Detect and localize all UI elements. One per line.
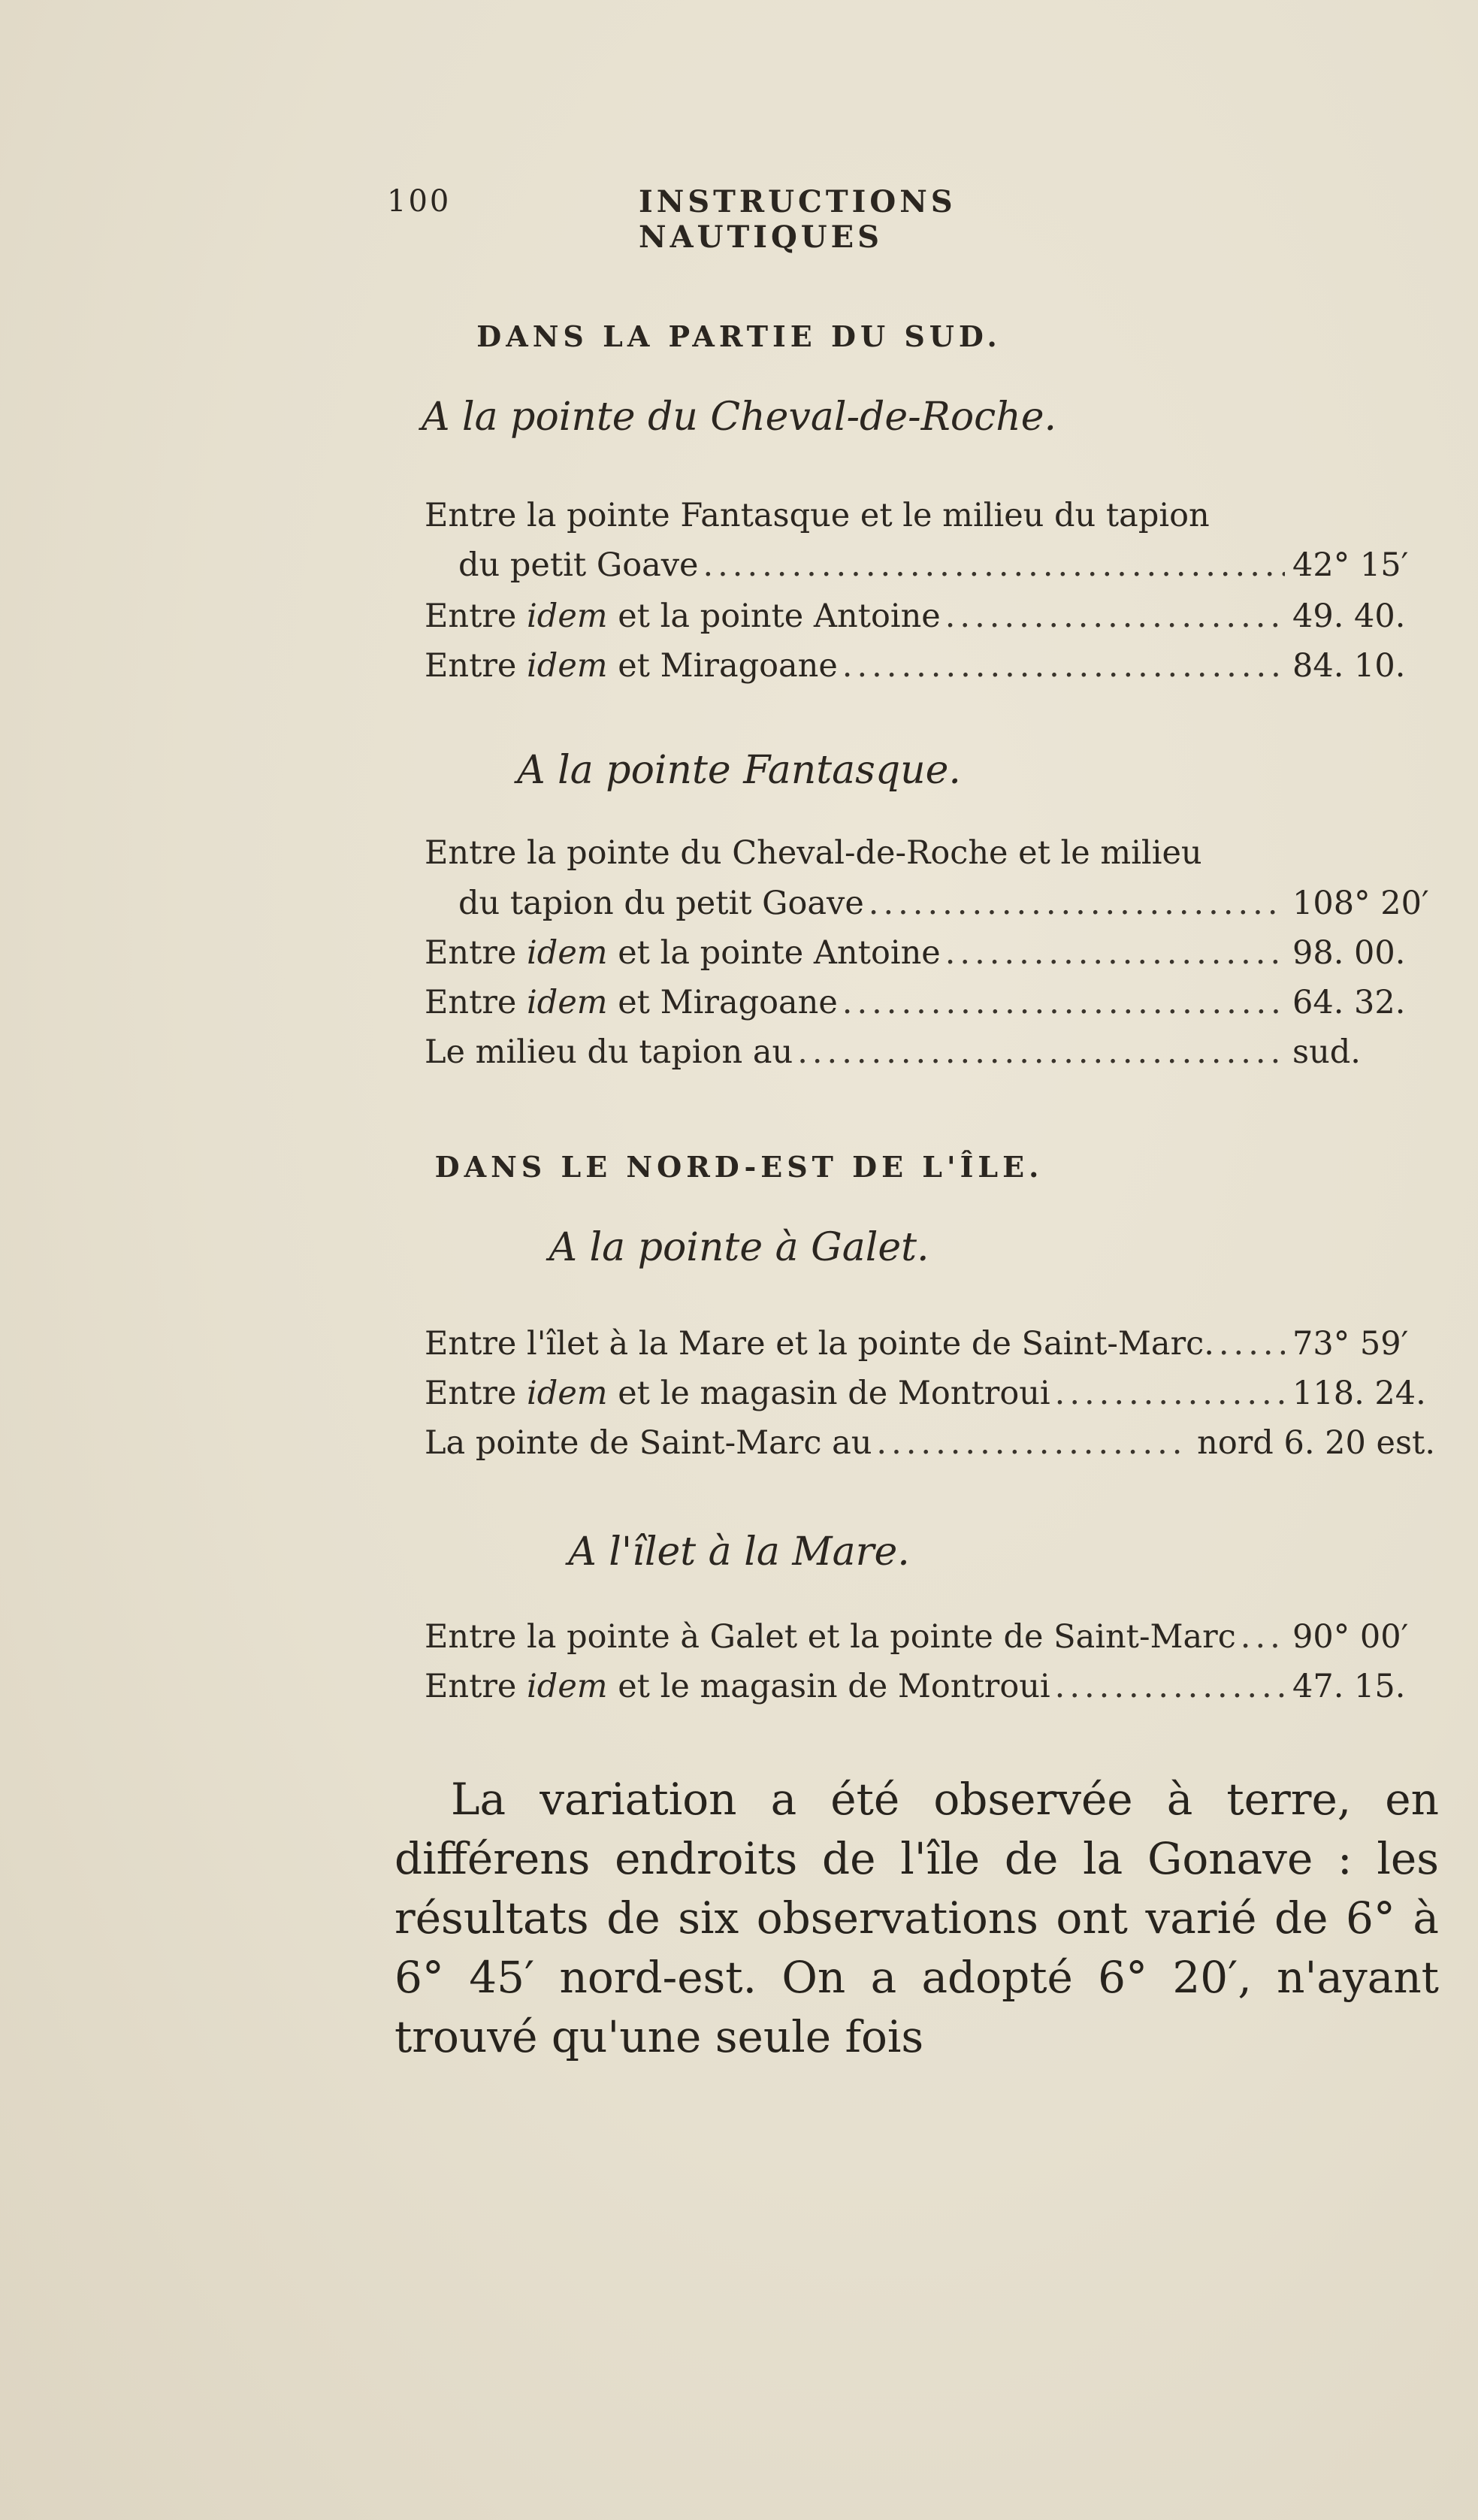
table-row (425, 643, 1435, 688)
dot-leader (1219, 1321, 1285, 1366)
row-value: 49. 40. (1292, 597, 1406, 635)
subheading-fantasque: A la pointe Fantasque. (517, 748, 961, 793)
table-row (425, 930, 1435, 976)
subheading-cheval-de-roche: A la pointe du Cheval-de-Roche. (421, 395, 1057, 440)
dot-leader (945, 594, 1285, 639)
running-title: INSTRUCTIONS NAUTIQUES (639, 184, 957, 255)
row-label: du tapion du petit Goave (458, 885, 864, 922)
table-row (425, 493, 1435, 538)
row-value: 47. 15. (1292, 1668, 1406, 1705)
row-label: Entre la pointe Fantasque et le milieu du tapion (425, 497, 1210, 534)
dot-leader (703, 543, 1285, 588)
row-label: Entre idem et la pointe Antoine (425, 934, 941, 972)
row-value: nord 6. 20 est. (1197, 1424, 1435, 1462)
row-value: 118. 24. (1292, 1375, 1426, 1412)
table-row (425, 1614, 1435, 1659)
table-row (458, 881, 1435, 926)
row-value: 90° 00′ (1292, 1618, 1409, 1656)
page-number: 100 (387, 184, 452, 219)
row-label: Entre idem et Miragoane (425, 984, 838, 1021)
subheading-pointe-a-galet: A la pointe à Galet. (549, 1225, 929, 1270)
row-value: sud. (1292, 1033, 1361, 1071)
row-label: Le milieu du tapion au (425, 1033, 793, 1071)
dot-leader (1055, 1371, 1285, 1416)
section-heading-south: DANS LA PARTIE DU SUD. (476, 319, 1002, 353)
row-value: 64. 32. (1292, 984, 1406, 1021)
row-label: Entre idem et Miragoane (425, 647, 838, 685)
table-row (425, 1371, 1435, 1416)
paragraph-text: La variation a été observée à terre, en différens endroits de l'île de la Gonave : les résultats de six observations ont varié de 6° à 6° 45′ nord-est. On a adopté 6° 20′, n'ayant trouvé qu'une seule fois (394, 1774, 1439, 2062)
row-label: Entre l'îlet à la Mare et la pointe de Saint-Marc. (425, 1325, 1214, 1363)
table-row (425, 594, 1435, 639)
table-row (425, 830, 1435, 876)
dot-leader (876, 1420, 1189, 1466)
table-row (425, 980, 1435, 1025)
table-row (425, 1321, 1435, 1366)
dot-leader (1241, 1614, 1285, 1659)
dot-leader (945, 930, 1285, 976)
section-heading-north-east: DANS LE NORD-EST DE L'ÎLE. (434, 1150, 1044, 1184)
table-row (458, 543, 1435, 588)
dot-leader (1055, 1664, 1285, 1709)
row-label: du petit Goave (458, 546, 699, 584)
dot-leader (842, 980, 1285, 1025)
body-paragraph (394, 1770, 1439, 2067)
subheading-ilet-a-la-mare: A l'îlet à la Mare. (568, 1529, 910, 1575)
row-label: Entre idem et le magasin de Montroui (425, 1668, 1050, 1705)
table-row (425, 1030, 1435, 1075)
row-label: La pointe de Saint-Marc au (425, 1424, 872, 1462)
running-head (387, 184, 1214, 255)
row-value: 84. 10. (1292, 647, 1406, 685)
dot-leader (797, 1030, 1285, 1075)
row-label: Entre idem et la pointe Antoine (425, 597, 941, 635)
row-label: Entre la pointe à Galet et la pointe de Saint-Marc (425, 1618, 1236, 1656)
row-label: Entre la pointe du Cheval-de-Roche et le milieu (425, 834, 1202, 872)
dot-leader (842, 643, 1285, 688)
row-value: 73° 59′ (1292, 1325, 1409, 1363)
row-value: 42° 15′ (1292, 546, 1409, 584)
row-value: 98. 00. (1292, 934, 1406, 972)
row-value: 108° 20′ (1292, 885, 1429, 922)
row-label: Entre idem et le magasin de Montroui (425, 1375, 1050, 1412)
dot-leader (869, 881, 1285, 926)
table-row (425, 1664, 1435, 1709)
table-row (425, 1420, 1435, 1466)
